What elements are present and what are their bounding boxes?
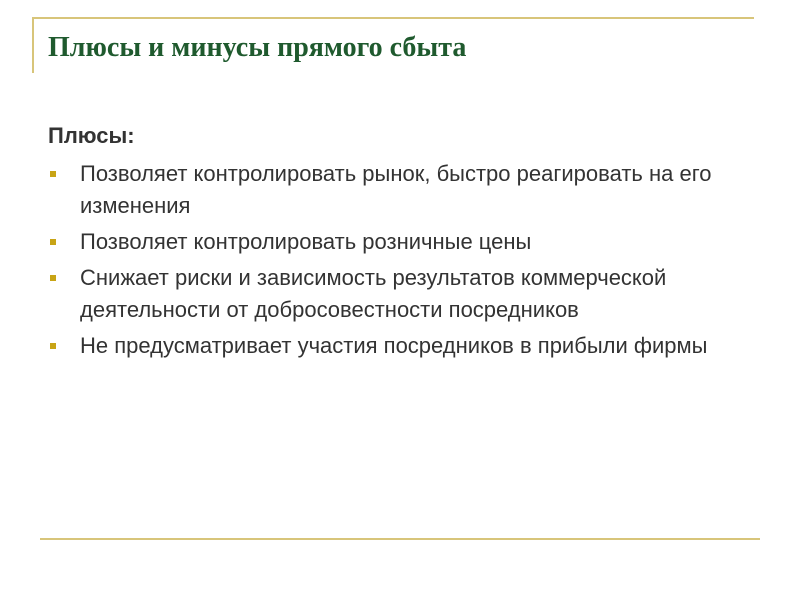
square-bullet-icon [50, 275, 56, 281]
top-border-line [32, 17, 754, 19]
bullet-list [48, 158, 758, 362]
bullet-text: Снижает риски и зависимость результатов коммерческой деятельности от добросовестности посредников [80, 265, 667, 322]
slide-content [48, 120, 758, 366]
left-border-line [32, 17, 34, 73]
bullet-item [48, 262, 758, 326]
square-bullet-icon [50, 239, 56, 245]
bullet-item [48, 226, 758, 258]
bullet-text: Позволяет контролировать рынок, быстро реагировать на его изменения [80, 161, 712, 218]
bullet-text: Не предусматривает участия посредников в прибыли фирмы [80, 333, 708, 358]
bullet-text: Позволяет контролировать розничные цены [80, 229, 532, 254]
bottom-border-line [40, 538, 760, 540]
slide-title: Плюсы и минусы прямого сбыта [48, 32, 467, 63]
square-bullet-icon [50, 343, 56, 349]
square-bullet-icon [50, 171, 56, 177]
bullet-item [48, 330, 758, 362]
section-heading: Плюсы: [48, 123, 135, 148]
bullet-item [48, 158, 758, 222]
